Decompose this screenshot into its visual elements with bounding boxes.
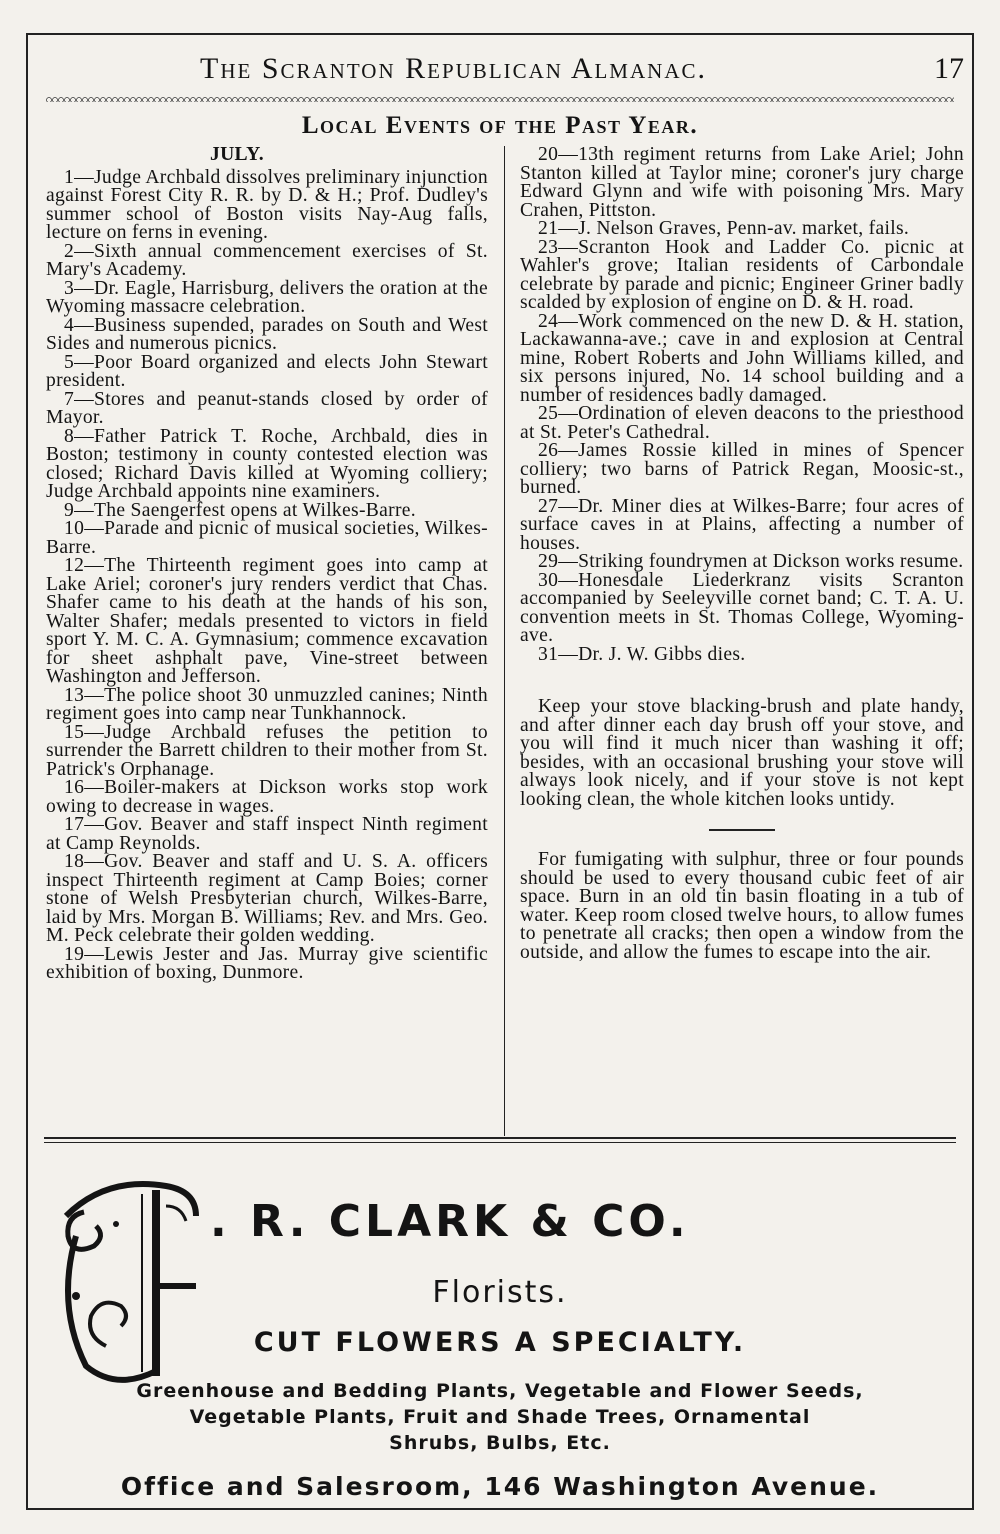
event-entry: 17—Gov. Beaver and staff inspect Ninth regiment at Camp Reynolds. (46, 814, 488, 854)
event-entry: 24—Work commenced on the new D. & H. station, Lackawanna-ave.; cave in and explosion at Central mine, Robert Roberts and John Williams killed, and six persons injured, No. 14 school building and a number of residences badly damaged. (520, 310, 964, 406)
month-heading: JULY. (210, 144, 264, 165)
event-entry: 25—Ordination of eleven deacons to the priesthood at St. Peter's Cathedral. (520, 403, 964, 443)
event-entry: 15—Judge Archbald refuses the petition to surrender the Barrett children to their mother from St. Patrick's Orphanage. (46, 721, 488, 780)
event-entry: 9—The Saengerfest opens at Wilkes-Barre. (64, 499, 416, 521)
column-divider (504, 146, 505, 1136)
business-name: . R. CLARK & CO. (210, 1196, 690, 1247)
event-entry: 16—Boiler-makers at Dickson works stop work owing to decrease in wages. (46, 777, 488, 817)
event-entry: 23—Scranton Hook and Ladder Co. picnic at Wahler's grove; Italian residents of Carbondale celebrate by parade and picnic; Engineer Griner badly scalded by explosion of engine on D. & H. road. (520, 236, 964, 313)
business-specialty: CUT FLOWERS A SPECIALTY. (253, 1327, 747, 1358)
fumigation-tip-paragraph: For fumigating with sulphur, three or four pounds should be used to every thousand cubic feet of air space. Burn in an old tin basin floating in a tub of water. Keep room closed twelve hours, to allow fumes to penetrate all cracks; then open a window from the outside, and allow the fumes to escape into the air. (520, 849, 964, 963)
business-address: Office and Salesroom, 146 Washington Avenue. (120, 1472, 880, 1501)
ornamental-rule (46, 94, 954, 102)
event-entry: 8—Father Patrick T. Roche, Archbald, dies in Boston; testimony in county contested election was closed; Richard Davis killed at Wyoming colliery; Judge Archbald appoints nine examiners. (46, 425, 488, 502)
short-divider (709, 829, 775, 831)
event-entry: 20—13th regiment returns from Lake Ariel; John Stanton killed at Taylor mine; coroner's jury charge Edward Glynn and wife with poisoning Mrs. Mary Crahen, Pittston. (520, 144, 964, 221)
section-heading: Local Events of the Past Year. (301, 112, 699, 139)
business-type: Florists. (432, 1275, 568, 1310)
event-entry: 19—Lewis Jester and Jas. Murray give scientific exhibition of boxing, Dunmore. (46, 943, 488, 983)
event-entry: 10—Parade and picnic of musical societies, Wilkes-Barre. (46, 518, 488, 558)
event-entry: 1—Judge Archbald dissolves preliminary injunction against Forest City R. R. by D. & H.; Prof. Dudley's summer school of Boston visits Nay-Aug falls, lecture on ferns in evening. (46, 166, 488, 243)
event-entry: 4—Business supended, parades on South and West Sides and numerous picnics. (46, 314, 488, 354)
event-entry: 7—Stores and peanut-stands closed by order of Mayor. (46, 388, 488, 428)
event-entry: 3—Dr. Eagle, Harrisburg, delivers the oration at the Wyoming massacre celebration. (46, 277, 488, 317)
running-head (60, 52, 964, 92)
event-entry: 13—The police shoot 30 unmuzzled canines; Ninth regiment goes into camp near Tunkhannock. (46, 684, 488, 724)
advertisement-rule (44, 1137, 956, 1143)
event-entry: 2—Sixth annual commencement exercises of St. Mary's Academy. (46, 240, 488, 280)
product-list (60, 1378, 940, 1456)
page-number: 17 (934, 52, 964, 85)
events-column-left (46, 146, 488, 983)
almanac-title: The Scranton Republican Almanac. (200, 52, 707, 85)
product-line: Vegetable Plants, Fruit and Shade Trees, Ornamental (189, 1406, 811, 1428)
event-entry: 30—Honesdale Liederkranz visits Scranton accompanied by Seeleyville cornet band; C. T. A. U. convention meets in St. Thomas College, Wyoming-ave. (520, 569, 964, 646)
event-entry: 27—Dr. Miner dies at Wilkes-Barre; four acres of surface caves in at Plains, affecting a number of houses. (520, 495, 964, 554)
product-line: Greenhouse and Bedding Plants, Vegetable and Flower Seeds, (136, 1380, 864, 1402)
event-entry: 12—The Thirteenth regiment goes into camp at Lake Ariel; coroner's jury renders verdict that Chas. Shafer came to his death at the hands of his son, Walter Shafer; medals presented to victors in field sport Y. M. C. A. Gymnasium; commence excavation for sheet ashphalt pave, Vine-street between Washington and Jefferson. (46, 555, 488, 687)
event-entry: 31—Dr. J. W. Gibbs dies. (538, 643, 746, 665)
events-column-right (520, 146, 964, 962)
event-entry: 29—Striking foundrymen at Dickson works resume. (538, 551, 964, 572)
event-entry: 26—James Rossie killed in mines of Spencer colliery; two barns of Patrick Regan, Moosic-st., burned. (520, 440, 964, 498)
product-line: Shrubs, Bulbs, Etc. (389, 1432, 611, 1454)
event-entry: 5—Poor Board organized and elects John Stewart president. (46, 351, 488, 391)
event-entry: 21—J. Nelson Graves, Penn-av. market, fails. (538, 218, 910, 239)
event-entry: 18—Gov. Beaver and staff and U. S. A. officers inspect Thirteenth regiment at Camp Boies; corner stone of Welsh Presbyterian church, Wilkes-Barre, laid by Mrs. Morgan B. Williams; Rev. and Mrs. Geo. M. Peck celebrate their golden wedding. (46, 851, 488, 946)
stove-tip-paragraph: Keep your stove blacking-brush and plate handy, and after dinner each day brush off your stove, and you will find it much nicer than washing it off; besides, with an occasional brushing your stove will always look nicely, and if your stove is not kept looking clean, the whole kitchen looks untidy. (520, 696, 964, 810)
